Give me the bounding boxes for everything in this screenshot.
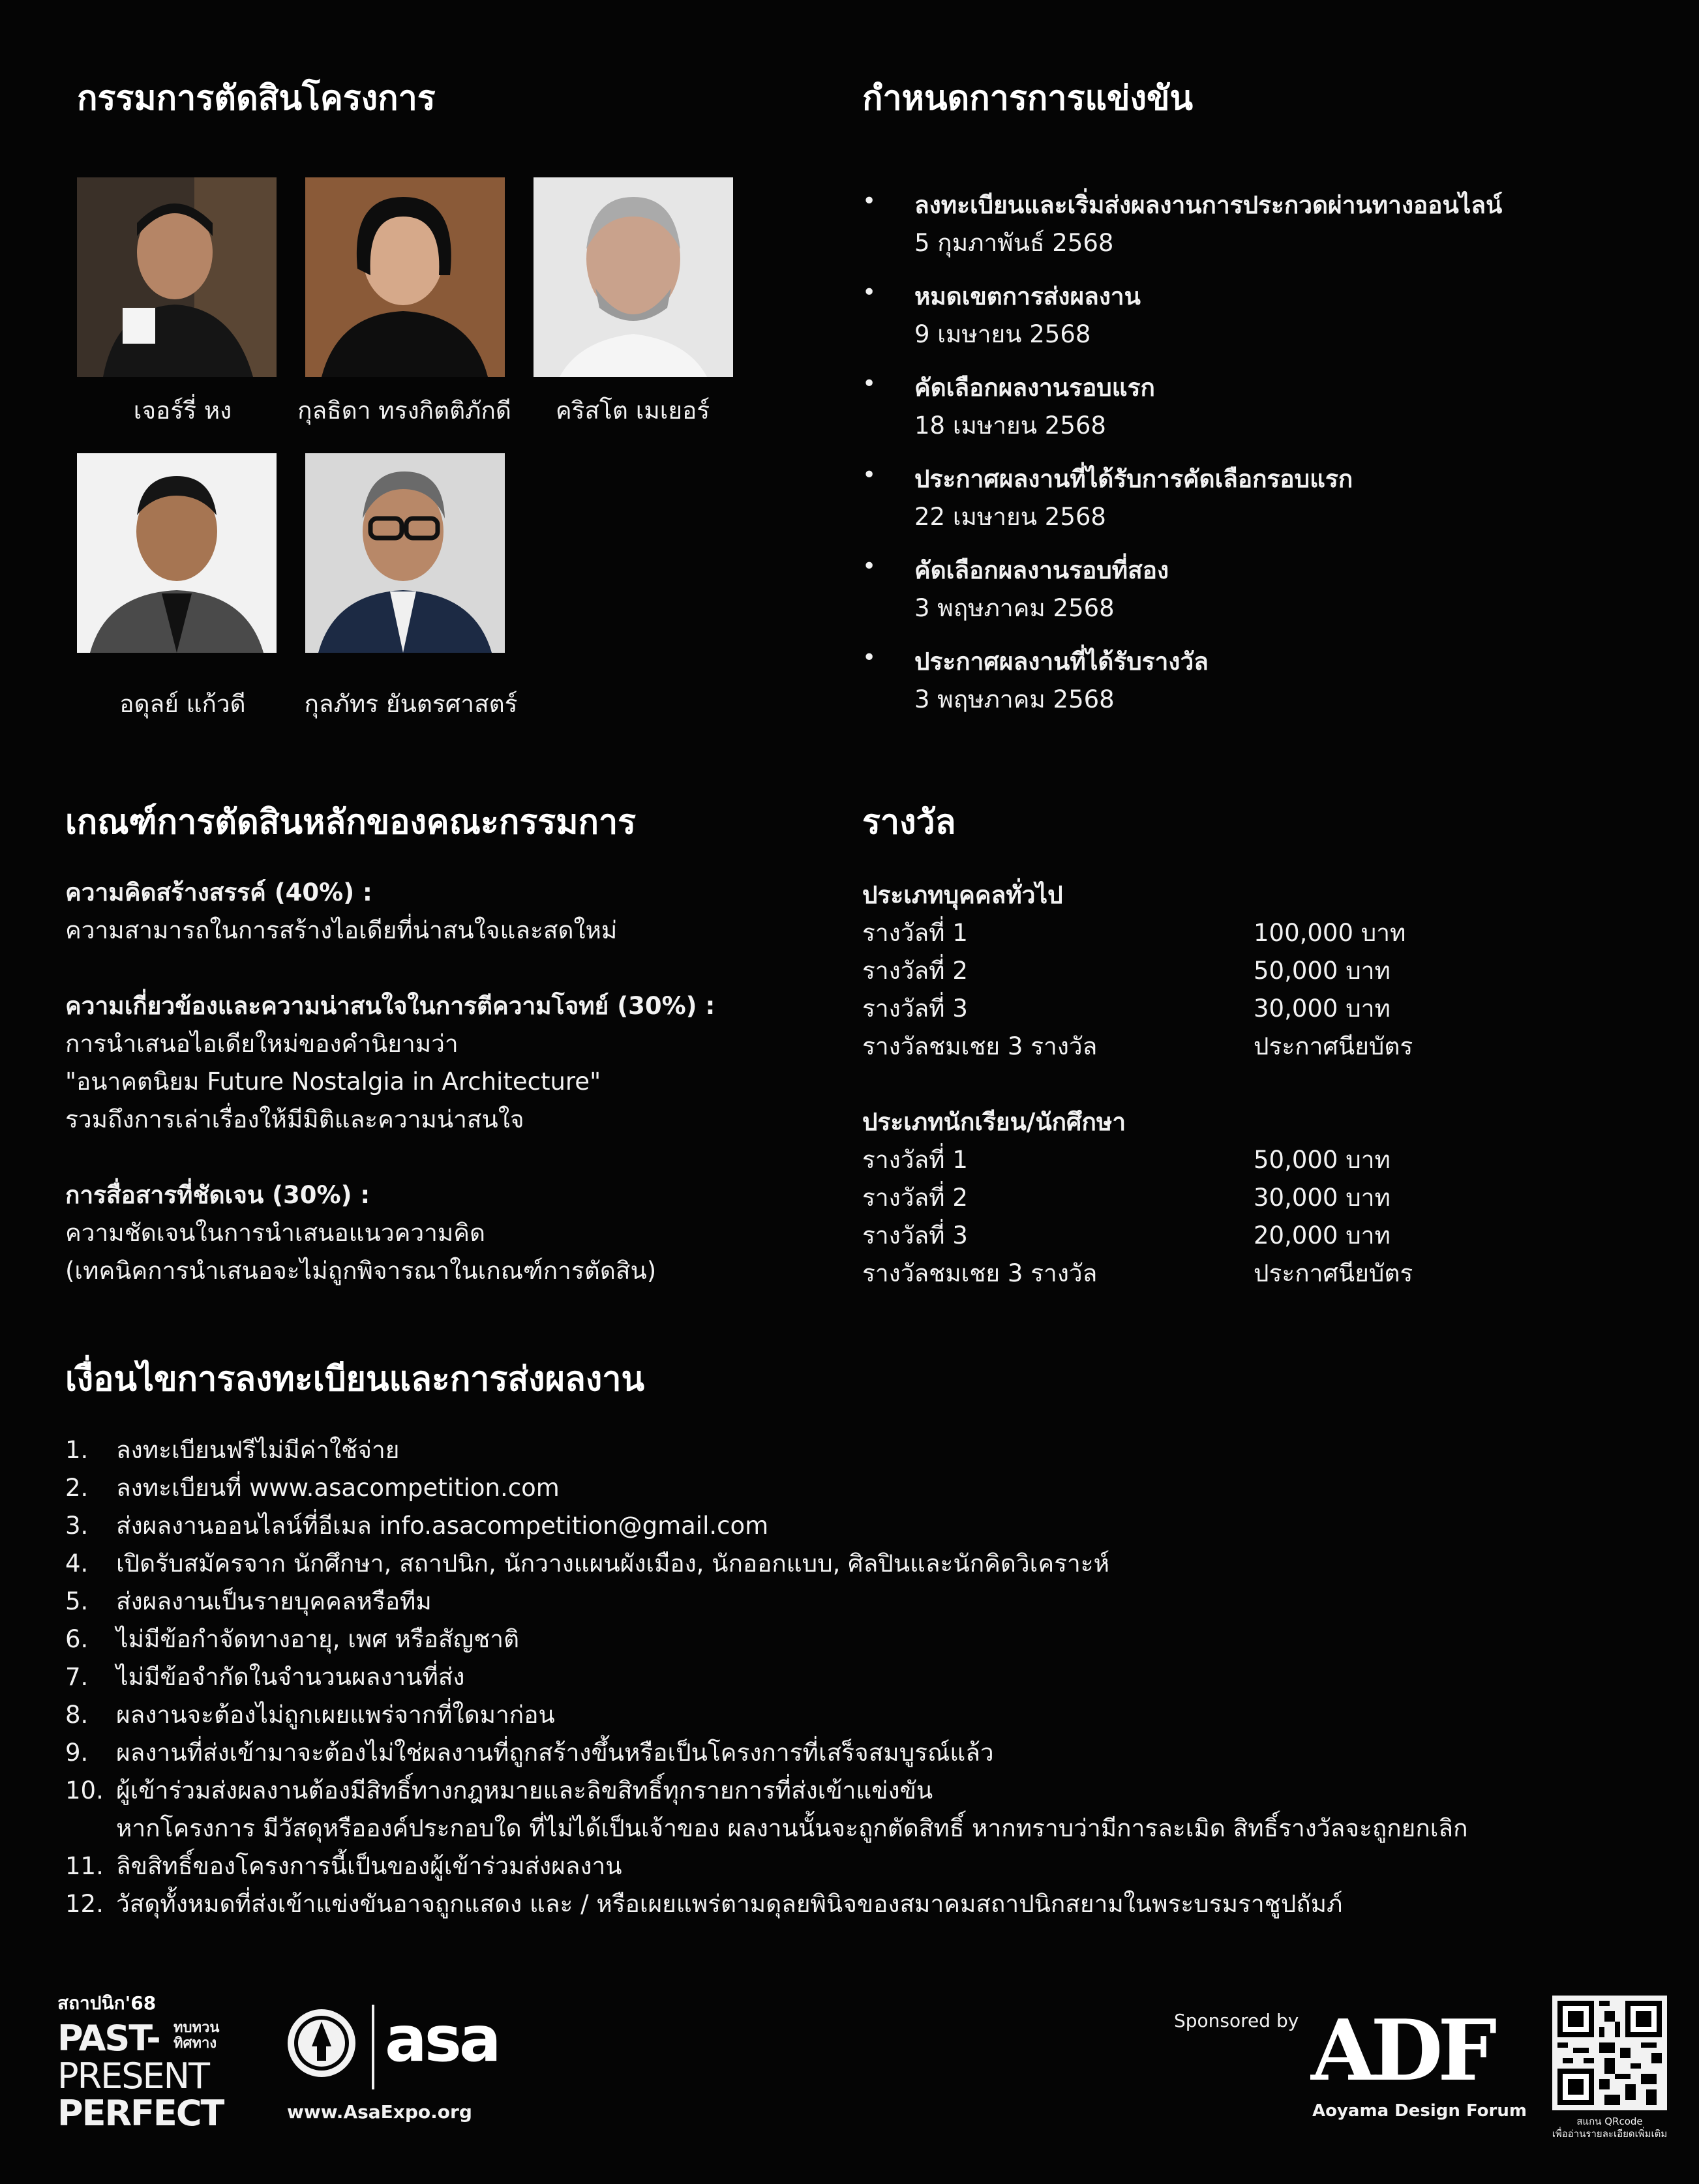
condition-text: ผลงานที่ส่งเข้ามาจะต้องไม่ใช่ผลงานที่ถูกสร้างขึ้นหรือเป็นโครงการที่เสร็จสมบูรณ์แล้ว — [116, 1739, 994, 1767]
qr-caption-1: สแกน QRcode — [1576, 2116, 1643, 2127]
expo-logo-past: PAST- — [57, 2018, 160, 2059]
asa-url: www.AsaExpo.org — [287, 2101, 472, 2123]
schedule-item-title: ประกาศผลงานที่ได้รับการคัดเลือกรอบแรก — [914, 465, 1353, 493]
bullet: • — [862, 644, 877, 671]
expo-logo-thai1: ทบทวน — [173, 2020, 220, 2036]
prize-row — [862, 1255, 1413, 1293]
condition-item — [65, 1885, 1468, 1923]
condition-text: ผู้เข้าร่วมส่งผลงานต้องมีสิทธิ์ทางกฎหมายและลิขสิทธิ์ทุกรายการที่ส่งเข้าแข่งขัน — [116, 1776, 933, 1804]
condition-text: ผลงานจะต้องไม่ถูกเผยแพร่จากที่ใดมาก่อน — [116, 1701, 555, 1729]
criteria-title: ความคิดสร้างสรรค์ (40%) : — [65, 878, 372, 906]
bullet: • — [862, 462, 877, 488]
judge-photo-4 — [77, 453, 277, 653]
condition-item — [65, 1772, 1468, 1847]
schedule-item-title: คัดเลือกผลงานรอบแรก — [914, 374, 1155, 402]
schedule-item — [862, 187, 1502, 262]
condition-item — [65, 1583, 1468, 1621]
condition-number: 3. — [65, 1512, 89, 1540]
condition-number: 6. — [65, 1625, 89, 1653]
condition-text: ลงทะเบียนฟรีไม่มีค่าใช้จ่าย — [116, 1436, 400, 1464]
condition-item — [65, 1507, 1468, 1545]
prize-name: รางวัลที่ 3 — [862, 995, 968, 1023]
condition-item — [65, 1658, 1468, 1696]
condition-number: 7. — [65, 1663, 89, 1691]
criteria-line: (เทคนิคการนำเสนอจะไม่ถูกพิจารณาในเกณฑ์การตัดสิน) — [65, 1257, 657, 1285]
schedule-item — [862, 552, 1502, 627]
schedule-item-date: 22 เมษายน 2568 — [914, 503, 1106, 531]
condition-item — [65, 1621, 1468, 1658]
prize-row — [862, 1028, 1413, 1066]
condition-text: ไม่มีข้อจำกัดในจำนวนผลงานที่ส่ง — [116, 1663, 465, 1691]
bullet: • — [862, 188, 877, 215]
qr-caption — [1537, 2116, 1683, 2140]
prize-row — [862, 1141, 1413, 1179]
expo-logo-top: สถาปนิก'68 — [57, 1992, 157, 2014]
condition-text: ลงทะเบียนที่ www.asacompetition.com — [116, 1474, 560, 1502]
prize-row — [862, 914, 1413, 952]
conditions-heading: เงื่อนไขการลงทะเบียนและการส่งผลงาน — [65, 1360, 645, 1399]
expo-logo-thai2: ทิศทาง — [173, 2035, 217, 2052]
schedule-item-title: ประกาศผลงานที่ได้รับรางวัล — [914, 648, 1209, 676]
judge-name-4: อดุลย์ แก้วดี — [119, 690, 246, 718]
judges-heading: กรรมการตัดสินโครงการ — [77, 79, 436, 118]
expo-logo-perfect: PERFECT — [57, 2093, 224, 2134]
condition-item — [65, 1469, 1468, 1507]
asa-seal-icon — [286, 2007, 357, 2079]
expo-logo — [57, 1989, 233, 2133]
criteria-line: รวมถึงการเล่าเรื่องให้มีมิติและความน่าสนใจ — [65, 1105, 524, 1133]
prize-row — [862, 990, 1413, 1028]
condition-item — [65, 1545, 1468, 1583]
conditions-list — [65, 1431, 1468, 1923]
criteria-title: การสื่อสารที่ชัดเจน (30%) : — [65, 1181, 370, 1209]
schedule-item-date: 9 เมษายน 2568 — [914, 320, 1091, 348]
schedule-item-date: 5 กุมภาพันธ์ 2568 — [914, 229, 1114, 257]
schedule-item — [862, 278, 1502, 353]
criteria-line: ความชัดเจนในการนำเสนอแนวความคิด — [65, 1219, 486, 1247]
condition-text: เปิดรับสมัครจาก นักศึกษา, สถาปนิก, นักวางแผนผังเมือง, นักออกแบบ, ศิลปินและนักคิดวิเคราะห์ — [116, 1549, 1109, 1578]
schedule-list — [862, 187, 1502, 734]
sponsor-name: Aoyama Design Forum — [1312, 2101, 1527, 2121]
criteria-heading: เกณฑ์การตัดสินหลักของคณะกรรมการ — [65, 803, 637, 842]
condition-text: หากโครงการ มีวัสดุหรือองค์ประกอบใด ที่ไม่ได้เป็นเจ้าของ ผลงานนั้นจะถูกตัดสิทธิ์ หากทราบว่ามีการละเมิด สิทธิ์รางวัลจะถูกยกเลิก — [116, 1814, 1468, 1842]
condition-item — [65, 1734, 1468, 1772]
condition-text: ส่งผลงานออนไลน์ที่อีเมล info.asacompetition@gmail.com — [116, 1512, 769, 1540]
criteria-body — [65, 874, 715, 1290]
judge-name-3: คริสโต เมเยอร์ — [555, 396, 710, 425]
prizes-heading: รางวัล — [862, 803, 956, 842]
prize-value: ประกาศนียบัตร — [1254, 1032, 1413, 1060]
schedule-item — [862, 460, 1502, 536]
condition-number: 4. — [65, 1549, 89, 1578]
expo-logo-present: PRESENT — [57, 2056, 209, 2097]
schedule-item-title: คัดเลือกผลงานรอบที่สอง — [914, 556, 1169, 584]
prize-row — [862, 1217, 1413, 1255]
condition-number: 8. — [65, 1701, 89, 1729]
prize-value: 30,000 บาท — [1254, 995, 1391, 1023]
prize-value: ประกาศนียบัตร — [1254, 1259, 1413, 1287]
condition-text: ส่งผลงานเป็นรายบุคคลหรือทีม — [116, 1587, 432, 1615]
condition-number: 2. — [65, 1474, 89, 1502]
prize-row — [862, 952, 1413, 990]
judge-name-2: กุลธิดา ทรงกิตติภักดี — [297, 396, 511, 425]
criteria-title: ความเกี่ยวข้องและความน่าสนใจในการตีความโจทย์ (30%) : — [65, 992, 715, 1020]
prize-row — [862, 1179, 1413, 1217]
judge-photo-1 — [77, 177, 277, 377]
condition-item — [65, 1847, 1468, 1885]
prize-name: รางวัลชมเชย 3 รางวัล — [862, 1259, 1098, 1287]
condition-text: ลิขสิทธิ์ของโครงการนี้เป็นของผู้เข้าร่วมส่งผลงาน — [116, 1852, 622, 1880]
criteria-line: การนำเสนอไอเดียใหม่ของคำนิยามว่า — [65, 1030, 459, 1058]
bullet: • — [862, 279, 877, 306]
condition-item — [65, 1696, 1468, 1734]
judge-photo-3 — [534, 177, 733, 377]
prizes-body — [862, 876, 1413, 1293]
prize-value: 50,000 บาท — [1254, 957, 1391, 985]
criteria-line: ความสามารถในการสร้างไอเดียที่น่าสนใจและสดใหม่ — [65, 916, 618, 944]
schedule-item-title: ลงทะเบียนและเริ่มส่งผลงานการประกวดผ่านทางออนไลน์ — [914, 191, 1503, 219]
condition-text: วัสดุทั้งหมดที่ส่งเข้าแข่งขันอาจถูกแสดง และ / หรือเผยแพร่ตามดุลยพินิจของสมาคมสถาปนิกสยามในพระบรมราชูปถัมภ์ — [116, 1890, 1343, 1918]
schedule-heading: กำหนดการการแข่งขัน — [862, 79, 1194, 118]
prize-name: รางวัลชมเชย 3 รางวัล — [862, 1032, 1098, 1060]
condition-number: 10. — [65, 1776, 104, 1804]
bullet: • — [862, 553, 877, 580]
bullet: • — [862, 370, 877, 397]
qr-code-icon[interactable] — [1552, 1996, 1667, 2110]
prize-value: 30,000 บาท — [1254, 1184, 1391, 1212]
schedule-item-title: หมดเขตการส่งผลงาน — [914, 282, 1141, 310]
schedule-item-date: 3 พฤษภาคม 2568 — [914, 685, 1115, 713]
prize-value: 20,000 บาท — [1254, 1221, 1391, 1249]
prize-value: 50,000 บาท — [1254, 1146, 1391, 1174]
qr-caption-2: เพื่ออ่านรายละเอียดเพิ่มเติม — [1552, 2128, 1668, 2140]
schedule-item — [862, 643, 1502, 719]
adf-logo: ADF — [1311, 2002, 1492, 2100]
prize-category-title: ประเภทบุคคลทั่วไป — [862, 881, 1063, 909]
prize-name: รางวัลที่ 3 — [862, 1221, 968, 1249]
condition-item — [65, 1431, 1468, 1469]
prize-name: รางวัลที่ 2 — [862, 1184, 968, 1212]
condition-number: 11. — [65, 1852, 104, 1880]
prize-name: รางวัลที่ 1 — [862, 919, 968, 947]
schedule-item — [862, 369, 1502, 445]
judge-photo-5 — [305, 453, 505, 653]
schedule-item-date: 18 เมษายน 2568 — [914, 411, 1106, 440]
prize-name: รางวัลที่ 2 — [862, 957, 968, 985]
condition-number: 1. — [65, 1436, 89, 1464]
prize-category-title: ประเภทนักเรียน/นักศึกษา — [862, 1108, 1126, 1136]
condition-number: 12. — [65, 1890, 104, 1918]
condition-number: 9. — [65, 1739, 89, 1767]
sponsor-label: Sponsored by — [1174, 2010, 1299, 2031]
logo-divider — [372, 2005, 374, 2089]
condition-text: ไม่มีข้อกำจัดทางอายุ, เพศ หรือสัญชาติ — [116, 1625, 520, 1653]
judge-photo-2 — [305, 177, 505, 377]
prize-name: รางวัลที่ 1 — [862, 1146, 968, 1174]
judge-name-1: เจอร์รี่ หง — [133, 396, 232, 425]
condition-number: 5. — [65, 1587, 89, 1615]
prize-value: 100,000 บาท — [1254, 919, 1406, 947]
judge-name-5: กุลภัทร ยันตรศาสตร์ — [304, 690, 518, 718]
criteria-line: "อนาคตนิยม Future Nostalgia in Architecture" — [65, 1068, 601, 1096]
schedule-item-date: 3 พฤษภาคม 2568 — [914, 594, 1115, 622]
asa-logo: asa — [385, 2003, 499, 2076]
